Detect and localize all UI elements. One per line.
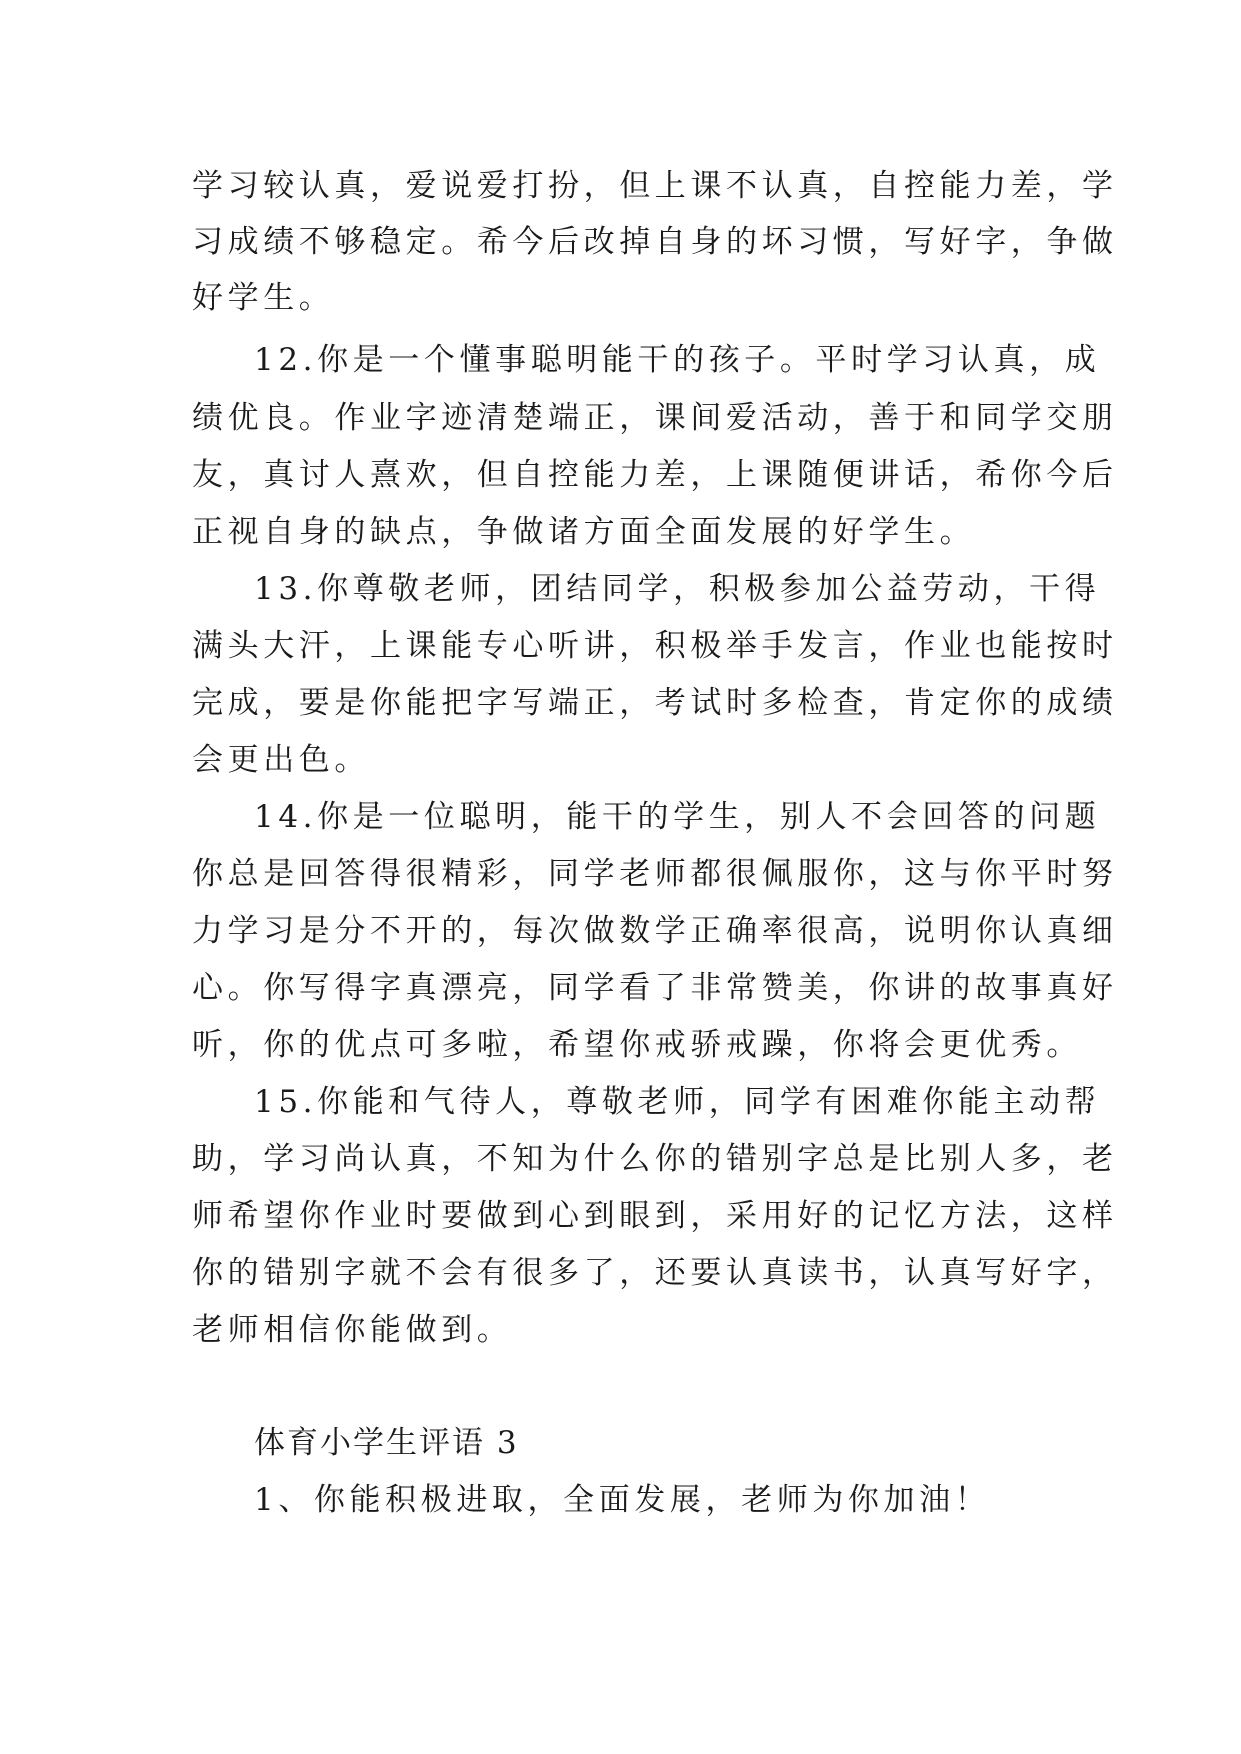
text-line: 老师相信你能做到。 bbox=[192, 1312, 513, 1348]
text-line: 助，学习尚认真，不知为什么你的错别字总是比别人多，老 bbox=[192, 1141, 1118, 1177]
text-line: 习成绩不够稳定。希今后改掉自身的坏习惯，写好字，争做 bbox=[192, 224, 1118, 260]
text-line: 听，你的优点可多啦，希望你戒骄戒躁，你将会更优秀。 bbox=[192, 1027, 1082, 1063]
text-line: 师希望你作业时要做到心到眼到，采用好的记忆方法，这样 bbox=[192, 1198, 1118, 1234]
text-line: 13.你尊敬老师，团结同学，积极参加公益劳动，干得 bbox=[254, 571, 1101, 607]
text-line: 你的错别字就不会有很多了，还要认真读书，认真写好字， bbox=[192, 1255, 1118, 1291]
text-line: 12.你是一个懂事聪明能干的孩子。平时学习认真，成 bbox=[254, 342, 1101, 378]
text-line: 正视自身的缺点，争做诸方面全面发展的好学生。 bbox=[192, 514, 976, 550]
text-line: 完成，要是你能把字写端正，考试时多检查，肯定你的成绩 bbox=[192, 685, 1118, 721]
text-line: 14.你是一位聪明，能干的学生，别人不会回答的问题 bbox=[254, 799, 1101, 835]
text-line: 力学习是分不开的，每次做数学正确率很高，说明你认真细 bbox=[192, 913, 1118, 949]
text-line: 15.你能和气待人，尊敬老师，同学有困难你能主动帮 bbox=[254, 1084, 1101, 1120]
text-line: 会更出色。 bbox=[192, 742, 370, 778]
text-line: 1、你能积极进取，全面发展，老师为你加油！ bbox=[254, 1482, 991, 1518]
section-heading: 体育小学生评语 3 bbox=[254, 1425, 519, 1461]
text-line: 你总是回答得很精彩，同学老师都很佩服你，这与你平时努 bbox=[192, 856, 1118, 892]
text-line: 满头大汗，上课能专心听讲，积极举手发言，作业也能按时 bbox=[192, 628, 1118, 664]
text-line: 友，真讨人熹欢，但自控能力差，上课随便讲话，希你今后 bbox=[192, 457, 1118, 493]
text-line: 心。你写得字真漂亮，同学看了非常赞美，你讲的故事真好 bbox=[192, 970, 1118, 1006]
text-line: 学习较认真，爱说爱打扮，但上课不认真，自控能力差，学 bbox=[192, 168, 1118, 204]
text-line: 好学生。 bbox=[192, 280, 335, 316]
text-line: 绩优良。作业字迹清楚端正，课间爱活动，善于和同学交朋 bbox=[192, 400, 1118, 436]
